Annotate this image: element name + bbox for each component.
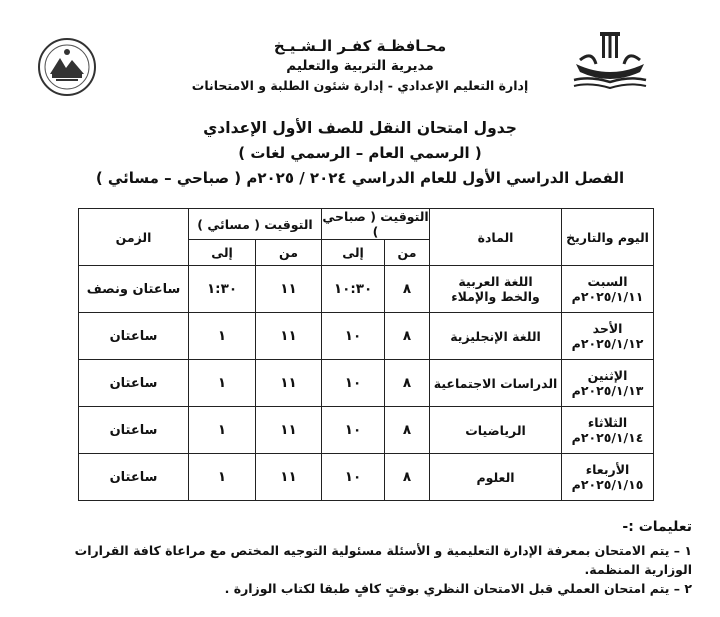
header-evening-to: إلى: [189, 240, 256, 266]
directorate-name: مديرية التربية والتعليم: [286, 58, 434, 74]
duration-cell: ساعتان: [79, 454, 189, 501]
header-morning-to: إلى: [322, 240, 385, 266]
subject-cell: العلوم: [430, 454, 562, 501]
evening-to-cell: ١: [189, 454, 256, 501]
administration-name: إدارة التعليم الإعدادي - إدارة شئون الطلبة و الامتحانات: [191, 78, 529, 93]
header-evening-from: من: [256, 240, 322, 266]
morning-from-cell: ٨: [385, 454, 430, 501]
page-title: جدول امتحان النقل للصف الأول الإعدادي: [203, 119, 517, 137]
evening-from-cell: ١١: [256, 266, 322, 313]
instructions-title: تعليمات :-: [622, 519, 692, 535]
subject-cell: اللغة الإنجليزية: [430, 313, 562, 360]
header-duration: الزمن: [79, 209, 189, 266]
evening-from-cell: ١١: [256, 407, 322, 454]
duration-cell: ساعتان: [79, 407, 189, 454]
evening-to-cell: ١: [189, 407, 256, 454]
page-subtitle: ( الرسمي العام – الرسمي لغات ): [238, 144, 482, 162]
morning-to-cell: ١٠: [322, 454, 385, 501]
morning-from-cell: ٨: [385, 313, 430, 360]
instruction-item: ١ – يتم الامتحان بمعرفة الإدارة التعليمية و الأسئلة مسئولية التوجيه المختص مع مراعاة كافة القرارات الوزارية المنظمة.: [74, 543, 692, 577]
table-row: [79, 313, 654, 360]
evening-from-cell: ١١: [256, 454, 322, 501]
header-evening: التوقيت ( مسائي ): [189, 209, 322, 240]
instructions-section: [30, 518, 692, 598]
evening-from-cell: ١١: [256, 360, 322, 407]
term-title: الفصل الدراسي الأول للعام الدراسي ٢٠٢٤ / ٢٠٢٥م ( صباحي – مسائي ): [95, 169, 625, 187]
morning-from-cell: ٨: [385, 407, 430, 454]
evening-to-cell: ١: [189, 313, 256, 360]
morning-from-cell: ٨: [385, 360, 430, 407]
day-date-cell: الثلاثاء ٢٠٢٥/١/١٤م: [562, 407, 654, 454]
evening-to-cell: ١: [189, 360, 256, 407]
governorate-name: محـافظـة كفـر الـشـيـخ: [273, 37, 447, 55]
header-morning-from: من: [385, 240, 430, 266]
header-morning: التوقيت ( صباحي ): [322, 209, 429, 239]
document-titles: [0, 116, 720, 191]
day-date-cell: الأحد ٢٠٢٥/١/١٢م: [562, 313, 654, 360]
morning-from-cell: ٨: [385, 266, 430, 313]
morning-to-cell: ١٠: [322, 313, 385, 360]
day-date-cell: الإثنين ٢٠٢٥/١/١٣م: [562, 360, 654, 407]
morning-to-cell: ١٠:٣٠: [322, 266, 385, 313]
subject-cell: الرياضيات: [430, 407, 562, 454]
evening-to-cell: ١:٣٠: [189, 266, 256, 313]
table-row: [79, 266, 654, 313]
morning-to-cell: ١٠: [322, 360, 385, 407]
day-date-cell: السبت ٢٠٢٥/١/١١م: [562, 266, 654, 313]
table-row: [79, 360, 654, 407]
header-subject: المادة: [430, 209, 562, 266]
evening-from-cell: ١١: [256, 313, 322, 360]
duration-cell: ساعتان: [79, 360, 189, 407]
duration-cell: ساعتان ونصف: [79, 266, 189, 313]
morning-to-cell: ١٠: [322, 407, 385, 454]
ministry-header: [0, 36, 720, 96]
table-row: [79, 407, 654, 454]
duration-cell: ساعتان: [79, 313, 189, 360]
subject-cell: الدراسات الاجتماعية: [430, 360, 562, 407]
instruction-item: ٢ – يتم امتحان العملي قبل الامتحان النظري بوقتٍ كافٍ طبقا لكتاب الوزارة .: [224, 581, 692, 596]
day-date-cell: الأربعاء ٢٠٢٥/١/١٥م: [562, 454, 654, 501]
subject-cell: اللغة العربية والخط والإملاء: [430, 266, 562, 313]
table-row: [79, 454, 654, 501]
exam-schedule-table: [78, 208, 654, 501]
header-day-date: اليوم والتاريخ: [562, 209, 654, 266]
